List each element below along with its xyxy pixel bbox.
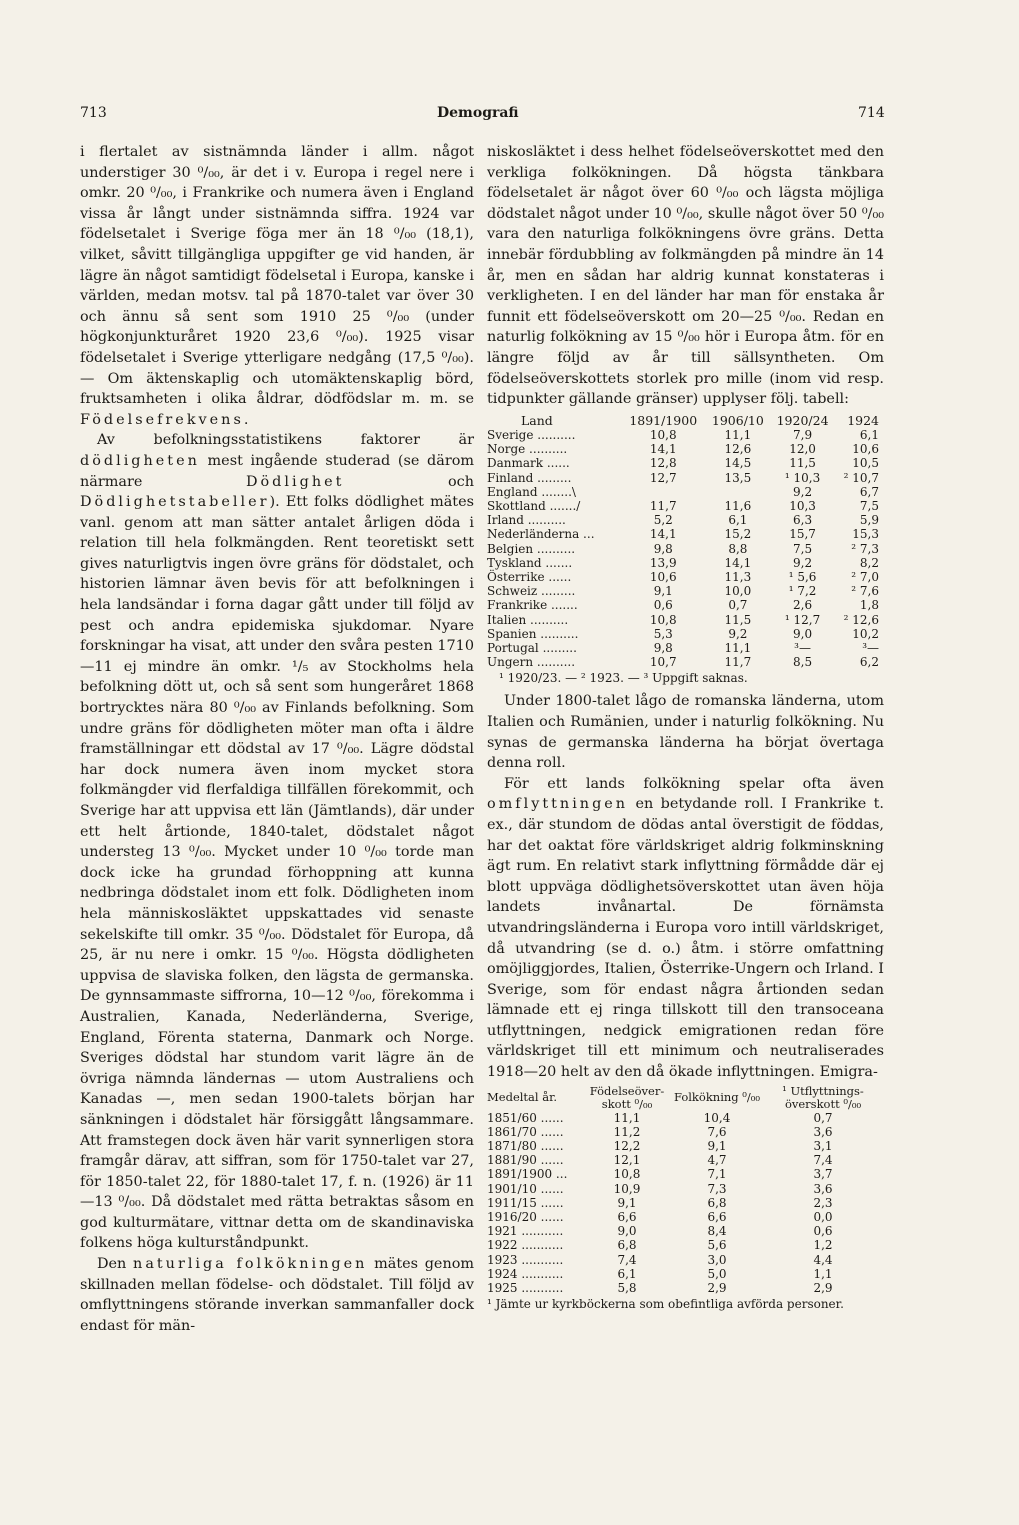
table-cell: ² 10,7 [843,470,879,485]
table-cell: 11,5 [789,456,816,471]
table-cell: England ........\ [487,484,576,499]
table-row [487,1139,879,1153]
table-row [487,1153,879,1167]
table-footnote: ¹ Jämte ur kyrkböckerna som obefintliga avförda personer. [487,1297,844,1312]
table-cell: 10,6 [649,569,677,584]
column-header: 1891/1900 [629,412,698,428]
table-row [487,584,879,598]
table-cell: Spanien .......... [487,626,579,641]
table-cell: 1923 ........... [487,1252,564,1267]
table-cell: 7,4 [813,1153,833,1168]
text: Den [97,1256,127,1273]
table-row [487,1196,879,1210]
text: i flertalet av sistnämnda länder i allm. något understiger 30 ⁰/₀₀, är det i v. Europa i regel nere i omkr. 20 ⁰/₀₀, i Frankrike och numera även i England vissa år långt under sistnämnda siffra. 1924 var födelsetalet i Sverige föga mer än 18 ⁰/₀₀ (18,1), vilket, såvitt tillgängliga uppgifter ge vid handen, är lägre än något samtidigt födelsetal i Europa, kanske i världen, medan motsv. tal på 1870-talet var över 30 och ännu så sent som 1910 25 ⁰/₀₀ (under högkonjunkturåret 1920 23,6 ⁰/₀₀). 1925 visar födelsetalet i Sverige ytterligare nedgång (17,5 ⁰/₀₀). — Om äktenskaplig och utomäktenskaplig börd, fruktsamheten i olika åldrar, dödfödslar m. m. se [80,144,474,408]
table-row [487,499,879,513]
table-cell: 6,3 [793,513,813,528]
table-cell: 8,4 [707,1224,727,1239]
table-row [487,655,879,669]
table-header-row [487,1085,879,1111]
table-cell: 15,7 [789,527,816,542]
text: och [448,473,475,490]
table-cell: Belgien .......... [487,541,576,556]
table-cell: 14,1 [724,555,752,570]
page-number-left: 713 [80,105,107,121]
table-cell: Finland ......... [487,470,572,485]
table-cell: Österrike ...... [487,569,572,584]
table-row [487,1167,879,1181]
paragraph [80,430,474,1254]
table-cell: 3,7 [813,1167,833,1182]
table-cell: 11,7 [724,655,752,670]
text: mätes genom skillnaden mellan födelse- och dödstalet. Till följd av omflyttningens störande inverkan sammanfaller dock endast för män- [80,1256,475,1334]
table-cell: 9,2 [728,626,748,641]
table-cell: 1,8 [859,598,879,613]
table-cell: 11,3 [724,569,752,584]
table-cell: 2,9 [707,1281,727,1296]
table-cell: 11,6 [724,498,752,513]
cross-reference: Dödlighetstabeller [80,494,270,511]
table-cell: 5,6 [707,1238,727,1253]
paragraph: niskosläktet i dess helhet födelseöverskottet med den verkliga folkökningen. Då högsta tänkbara födelsetalet är något över 60 ⁰/₀₀ och lägsta möjliga dödstalet något under 10 ⁰/₀₀, skulle något över 50 ⁰/₀₀ vara den naturliga folkökningens övre gräns. Detta innebär fördubbling av folkmängden på mindre än 14 år, men en sådan har aldrig kunnat konstateras i verkligheten. I en del länder har man för enstaka år funnit ett födelseöverskott om 20—25 ⁰/₀₀. Redan en naturlig folkökning av 15 ⁰/₀₀ hör i Europa åtm. för en längre följd av år till sällsyntheten. Om födelseöverskottets storlek pro mille (inom vid resp. tidpunkter gällande gränser) upplyser följ. tabell: [487,144,884,408]
table-cell: 5,3 [653,626,673,641]
table-cell: Norge .......... [487,442,568,457]
cross-reference: Dödlighet [245,473,345,490]
table-cell: ³— [794,640,811,655]
table-cell: 12,8 [649,456,677,471]
table-cell: 10,3 [789,498,816,513]
table-row [487,1238,879,1252]
table-cell: 4,7 [707,1153,727,1168]
table-cell: 5,2 [653,513,673,528]
table-row [487,641,879,655]
table-cell: Danmark ...... [487,456,570,471]
cross-reference: Födelsefrekvens. [80,411,252,428]
table-cell: 15,2 [724,527,752,542]
table-cell: 9,0 [617,1224,637,1239]
table-cell: 10,6 [852,442,879,457]
table-cell: 2,6 [793,598,813,613]
table-cell: 12,7 [649,470,677,485]
table-cell: Skottland ......./ [487,498,581,513]
table-cell: 6,7 [859,484,879,499]
page-number-right: 714 [858,105,885,121]
column-header: Födelseöver-skott ⁰/₀₀ [589,1083,665,1111]
text: Av befolkningsstatistikens faktorer är [97,432,474,449]
table-cell: 7,1 [707,1167,727,1182]
table-cell: Frankrike ....... [487,598,578,613]
column-header: 1924 [847,412,879,428]
emigration-table [487,1085,879,1296]
table-row [487,456,879,470]
table-row [487,1111,879,1125]
text: mest ingående studerad (se därom närmare [80,452,475,490]
column-header: Folkökning ⁰/₀₀ [673,1090,761,1105]
table-cell: Irland .......... [487,513,566,528]
table-row [487,1281,879,1295]
table-cell: 0,7 [813,1110,833,1125]
paragraph [80,142,474,430]
table-cell: 2,3 [813,1195,833,1210]
table-cell: 7,3 [707,1181,727,1196]
table-cell: Italien .......... [487,612,569,627]
table-cell: 10,8 [649,427,677,442]
table-cell: 3,0 [707,1252,727,1267]
table-cell: 10,8 [649,612,677,627]
table-cell: Portugal ......... [487,640,577,655]
table-row [487,428,879,442]
text: en betydande roll. I Frankrike t. ex., där stundom de dödas antal överstigit de föddas, har det oaktat före världskriget aldrig folkminskning ägt rum. En relativt stark inflyttning förmådde där ej blott uppväga dödlighetsöverskottet utan även höja landets invånartal. De förnämsta utvandringsländerna i Europa voro intill världskriget, då utvandring (se d. o.) åtm. i större omfattning omöjliggjordes, Italien, Österrike-Ungern och Irland. I Sverige, som för endast några årtionden sedan lämnade ett ej ringa tillskott till den transoceana utflyttningen, nedgick emigrationen redan före världskriget till ett minimum och neutraliserades 1918—20 helt av den då ökade inflyttningen. Emigra- [487,796,884,1081]
table-cell: 9,2 [793,555,813,570]
table-cell: 10,2 [852,626,879,641]
paragraph: Under 1800-talet lågo de romanska länderna, utom Italien och Rumänien, under i naturlig folkökning. Nu synas de germanska länderna ha börjat övertaga denna roll. [487,693,884,772]
table-row [487,1267,879,1281]
table-cell: 2,9 [813,1281,833,1296]
table-cell: ² 12,6 [843,612,879,627]
spaced-term: dödligheten [80,452,200,469]
table-cell: 5,9 [859,513,879,528]
table-row [487,1125,879,1139]
table-cell: 6,6 [617,1210,637,1225]
table-row [487,442,879,456]
table-cell: 6,2 [859,655,879,670]
column-header: 1906/10 [711,412,764,428]
table-row [487,485,879,499]
column-header: ¹ Utflyttnings-överskott ⁰/₀₀ [782,1083,864,1111]
table-cell: 10,0 [724,584,752,599]
table-row [487,1224,879,1238]
table-cell: 8,8 [728,541,748,556]
table-footnote: ¹ 1920/23. — ² 1923. — ³ Uppgift saknas. [499,671,748,686]
table-cell: Sverige .......... [487,427,576,442]
table-cell: 0,7 [728,598,748,613]
right-column [487,142,884,1317]
table-cell: ³— [862,640,879,655]
table-row [487,613,879,627]
table-cell: ¹ 10,3 [784,470,821,485]
table-cell: 1924 ........... [487,1266,564,1281]
spaced-term: omflyttningen [487,796,629,813]
table-cell: 13,5 [724,470,752,485]
table-cell: 7,5 [793,541,813,556]
table-cell: 0,6 [813,1224,833,1239]
table-cell: 9,8 [653,640,673,655]
table-row [487,556,879,570]
table-cell: 11,1 [613,1110,641,1125]
table-cell: 8,5 [793,655,813,670]
table-cell: 3,6 [813,1124,833,1139]
table-cell: 1922 ........... [487,1238,564,1253]
table-cell: 1911/15 ...... [487,1195,564,1210]
table-row [487,527,879,541]
table-cell: 14,5 [724,456,752,471]
table-cell: 7,6 [707,1124,727,1139]
table-row [487,471,879,485]
table-cell: 11,5 [724,612,752,627]
table-cell: 7,5 [859,498,879,513]
table-cell: 10,9 [613,1181,641,1196]
table-cell: 10,7 [649,655,677,670]
table-cell: 9,1 [707,1139,727,1154]
running-title: Demografi [437,105,519,121]
table-cell: ¹ 7,2 [788,584,817,599]
table-cell: 6,8 [707,1195,727,1210]
table-cell: 11,1 [724,427,752,442]
table-cell: 15,3 [852,527,879,542]
text: ). Ett folks dödlighet mätes vanl. genom att man sätter antalet årligen döda i relation till hela folkmängden. Rent teoretiskt sett gives naturligtvis ingen övre gräns för dödstalet, och historien lämnar även bevis för att befolkningen i hela landsändar i forna dagar gått under till följd av pest och andra epidemiska sjukdomar. Nyare forskningar ha visat, att under den svåra pesten 1710—11 ej mindre än omkr. ¹/₅ av Stockholms hela befolkning dött ut, och så sent som hungeråret 1868 bortrycktes nära 80 ⁰/₀₀ av Finlands befolkning. Som undre gräns för dödligheten möter man ofta i äldre framställningar ett dödstal av 17 ⁰/₀₀. Lägre dödstal har dock numera även inom mycket stora folkmängder vid flerfaldiga tillfällen förekommit, och Sverige har att uppvisa ett län (Jämtlands), där under ett helt årtionde, 1840-talet, dödstalet något understeg 13 ⁰/₀₀. Mycket under 10 ⁰/₀₀ torde man dock icke ha grundad förhoppning att kunna nedbringa dödstalet inom ett folk. Dödligheten inom hela människosläktet uppskattades vid senaste sekelskifte till omkr. 35 ⁰/₀₀. Dödstalet för Europa, då 25, är nu nere i omkr. 15 ⁰/₀₀. Högsta dödligheten uppvisa de slaviska folken, den lägsta de germanska. De gynnsammaste siffrorna, 10—12 ⁰/₀₀, förekomma i Australien, Kanada, Nederländerna, Sverige, England, Förenta staterna, Danmark och Norge. Sveriges dödstal har stundom varit lägre än de övriga nämnda ländernas — utom Australiens och Kanadas —, men sedan 1900-talets början har sänkningen i dödstalet här försiggått långsammare. Att framstegen dock även här varit synnerligen stora framgår därav, att siffran, som för 1750-talet var 27, för 1850-talet 22, för 1880-talet 17, f. n. (1926) är 11—13 ⁰/₀₀. Då dödstalet med rätta betraktas såsom en god kulturmätare, vittnar detta om de skandinaviska folkens höga kulturståndpunkt. [80,494,474,1252]
table-cell: ² 7,0 [851,569,879,584]
table-cell: 11,7 [649,498,677,513]
table-cell: 13,9 [649,555,677,570]
table-cell: Tyskland ....... [487,555,573,570]
table-row [487,570,879,584]
table-cell: 9,1 [653,584,673,599]
table-cell: 11,1 [724,640,752,655]
table-cell: 1,1 [813,1266,833,1281]
table-cell: ¹ 5,6 [788,569,817,584]
table-cell: 7,4 [617,1252,637,1267]
paragraph [487,774,884,1083]
table-cell: 6,1 [617,1266,637,1281]
table-cell: 14,1 [649,527,677,542]
table-row [487,542,879,556]
table-row [487,627,879,641]
table-cell: 12,0 [789,442,816,457]
table-cell: 12,1 [613,1153,641,1168]
table-cell: Nederländerna ... [487,527,595,542]
table-cell: 7,9 [793,427,813,442]
table-cell: 1861/70 ...... [487,1124,564,1139]
table-cell: 5,0 [707,1266,727,1281]
table-cell: 10,4 [703,1110,731,1125]
table-cell: 6,8 [617,1238,637,1253]
table-cell: 3,1 [813,1139,833,1154]
spaced-term: naturliga folkökningen [133,1256,368,1273]
table-row [487,598,879,612]
table-header-row [487,414,879,428]
table-cell: 1881/90 ...... [487,1153,564,1168]
table-cell: 10,8 [613,1167,641,1182]
table-cell: 9,8 [653,541,673,556]
table-cell: 4,4 [813,1252,833,1267]
table-cell: 11,2 [613,1124,641,1139]
table-cell: ¹ 12,7 [784,612,821,627]
column-header: Medeltal år. [487,1090,557,1105]
column-header: Land [521,412,553,428]
table-cell: Schweiz ......... [487,584,576,599]
left-column [80,142,474,1336]
table-cell: 5,8 [617,1281,637,1296]
table-cell: 6,1 [728,513,748,528]
table-row [487,1182,879,1196]
table-cell: 9,1 [617,1195,637,1210]
table-cell: 10,5 [852,456,879,471]
table-cell: 8,2 [859,555,879,570]
table-cell [621,485,706,499]
column-header: 1920/24 [776,412,829,428]
table-cell: 12,2 [613,1139,641,1154]
table-row [487,513,879,527]
table-row [487,1253,879,1267]
birth-surplus-table [487,414,879,670]
text: För ett lands folkökning spelar ofta även [504,775,884,792]
table-cell: 1851/60 ...... [487,1110,564,1125]
table-cell: 12,6 [724,442,752,457]
table-cell: 0,0 [813,1210,833,1225]
table-cell: 0,6 [653,598,673,613]
table-cell: 1916/20 ...... [487,1210,564,1225]
table-cell: 9,0 [793,626,813,641]
table-cell: Ungern .......... [487,655,576,670]
paragraph [80,1254,474,1336]
table-cell: 9,2 [793,484,813,499]
table-cell: 6,6 [707,1210,727,1225]
table-cell: 1921 ........... [487,1224,564,1239]
table-cell: 1,2 [813,1238,833,1253]
table-cell: ² 7,3 [851,541,879,556]
table-cell [706,485,771,499]
table-cell: 1891/1900 ... [487,1167,568,1182]
table-cell: 1901/10 ...... [487,1181,564,1196]
table-cell: 1871/80 ...... [487,1139,564,1154]
table-cell: ² 7,6 [851,584,879,599]
table-cell: 1925 ........... [487,1281,564,1296]
table-cell: 6,1 [859,427,879,442]
table-row [487,1210,879,1224]
table-cell: 14,1 [649,442,677,457]
table-cell: 3,6 [813,1181,833,1196]
